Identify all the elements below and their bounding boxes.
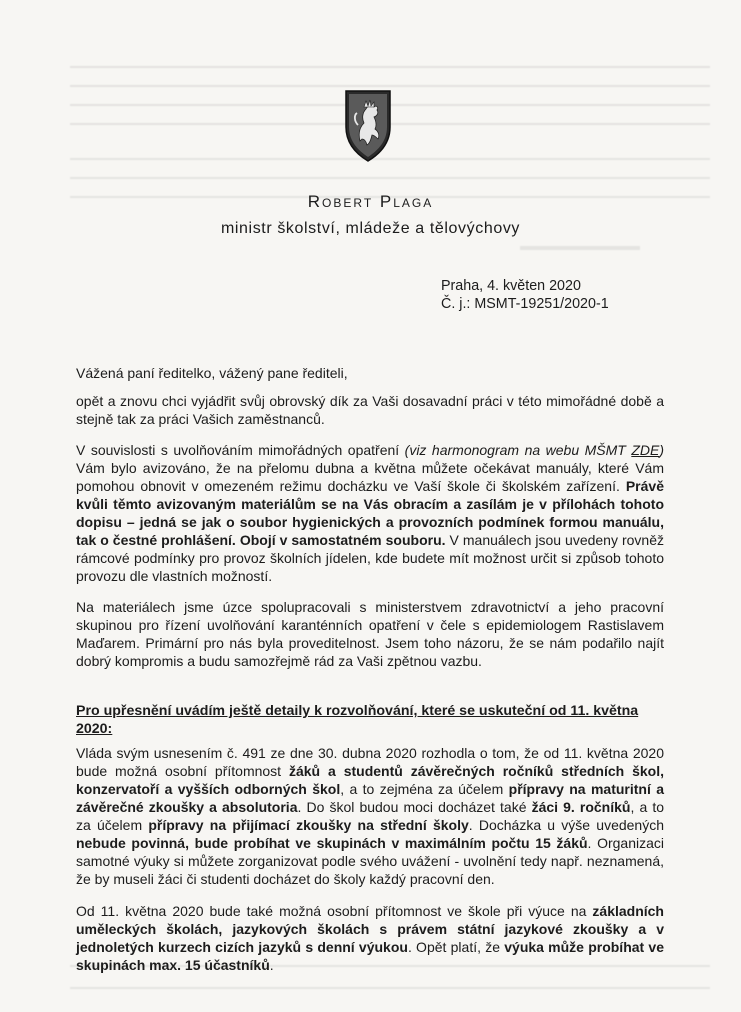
show-through-text (520, 246, 640, 250)
section-heading: Pro upřesnění uvádím ještě detaily k rozvolňování, které se uskuteční od 11. května 2020: (76, 703, 639, 737)
paragraph-government-resolution: Vláda svým usnesením č. 491 ze dne 30. dubna 2020 rozhodla o tom, že od 11. května 2020 bude možná osobní přítomnost žáků a studentů závěrečných ročníků středních škol, konzervatoří a vyšších odborných škol, a to zejména za účelem přípravy na maturitní a závěrečné zkoušky a absolutoria. Do škol budou moci docházet také žáci 9. ročníků, a to za účelem přípravy na přijímací zkoušky na střední školy. Docházka u výše uvedených nebude povinná, bude probíhat ve skupinách v maximálním počtu 15 žáků. Organizaci samotné výuky si můžete zorganizovat podle svého uvážení - uvolnění tedy např. neznamená, že by museli žáci či studenti docházet do školy každý pracovní den. (76, 745, 665, 887)
sender-name: Robert Plaga (307, 192, 434, 211)
coat-of-arms-emblem (340, 85, 396, 163)
salutation: Vážená paní ředitelko, vážený pane řediteli, (76, 365, 348, 381)
letter-body (76, 364, 664, 974)
paragraph-manuals: V souvislosti s uvolňováním mimořádných opatření (viz harmonogram na webu MŠMT ZDE) Vám bylo avizováno, že na přelomu dubna a května můžete očekávat manuály, které Vám pomohou obnovit v omezeném režimu docházku ve Vaší škole či školském zařízení. Právě kvůli těmto avizovaným materiálům se na Vás obracím a zasílám je v přílohách tohoto dopisu – jedná se jak o soubor hygienických a provozních podmínek formou manuálu, tak o čestné prohlášení. Obojí v samostatném souboru. V manuálech jsou uvedeny rovněž rámcové podmínky pro provoz školních jídelen, kde budete mít možnost určit si způsob tohoto provozu dle vlastních možností. (76, 442, 664, 584)
sender-role: ministr školství, mládeže a tělovýchovy (220, 220, 521, 237)
place-date: Praha, 4. květen 2020 (441, 278, 581, 294)
reference-number: Č. j.: MSMT-19251/2020-1 (441, 296, 609, 312)
zde-link[interactable]: ZDE (631, 442, 660, 458)
place-and-reference (441, 277, 609, 313)
paragraph-cooperation: Na materiálech jsme úzce spolupracovali s ministerstvem zdravotnictví a jeho pracovní skupinou pro řízení uvolňování karanténních opatření v čele s epidemiologem Rastislavem Maďarem. Primární pro nás byla proveditelnost. Jsem toho názoru, že se nám podařilo najít dobrý kompromis a budu samozřejmě rád za Vaši zpětnou vazbu. (76, 599, 664, 669)
paragraph-other-schools: Od 11. května 2020 bude také možná osobní přítomnost ve škole při výuce na základních uměleckých školách, jazykových školách s právem státní jazykové zkoušky a v jednoletých kurzech cizích jazyků s denní výukou. Opět platí, že výuka může probíhat ve skupinách max. 15 účastníků. (76, 903, 664, 973)
paragraph-thanks: opět a znovu chci vyjádřit svůj obrovský dík za Vaši dosavadní práci v této mimořádné době a stejně tak za práci Vašich zaměstnanců. (76, 393, 664, 427)
